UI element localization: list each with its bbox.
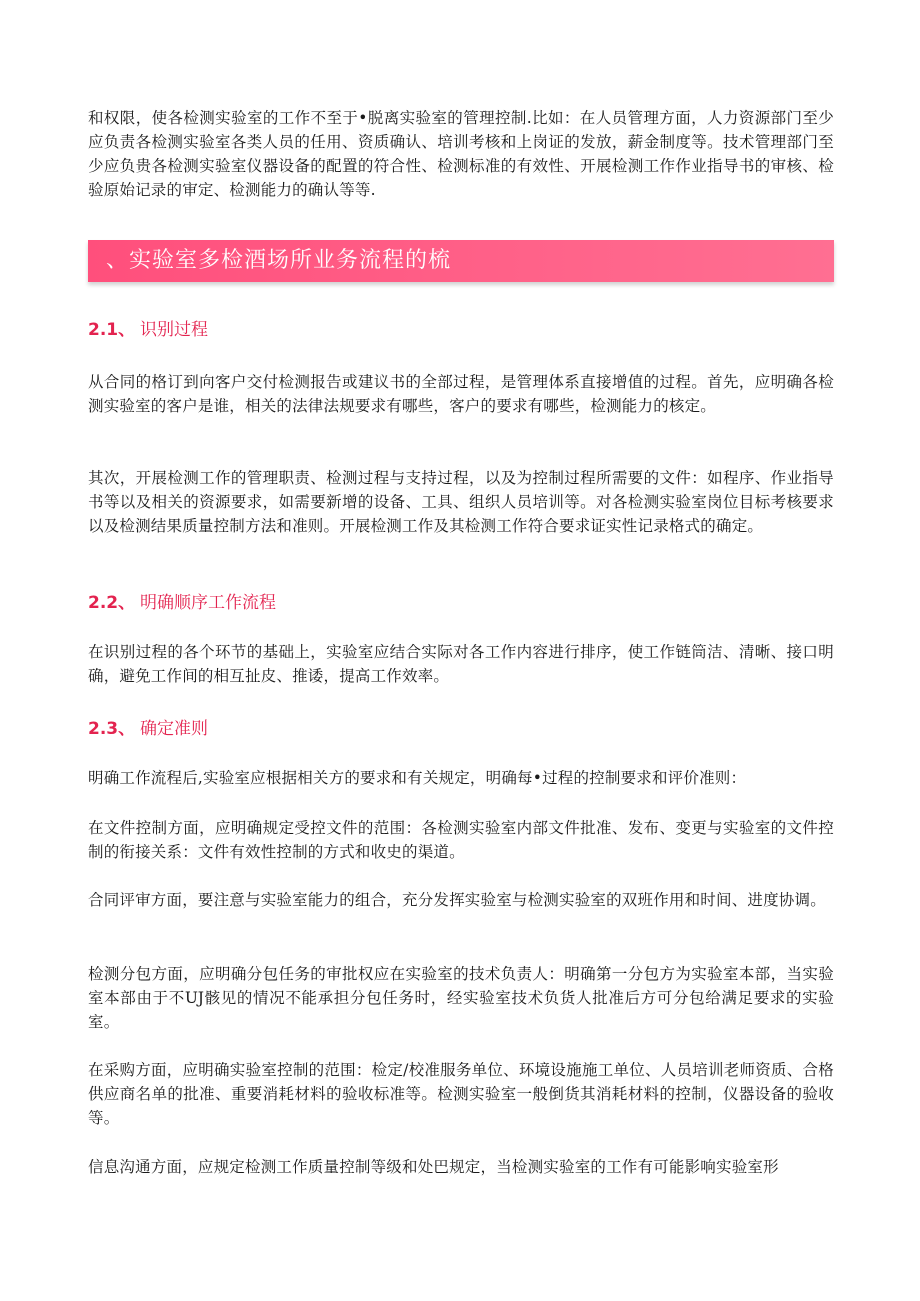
- paragraph: 其次，开展检测工作的管理职责、检测过程与支持过程，以及为控制过程所需要的文件：如程序、作业指导书等以及相关的资源要求，如需要新增的设备、工具、组织人员培训等。对各检测实验室岗位目标考核要求以及检测结果质量控制方法和准则。开展检测工作及其检测工作符合要求证实性记录格式的确定。: [88, 469, 834, 535]
- section-heading-2-1: [88, 318, 208, 342]
- paragraph: 检测分包方面，应明确分包任务的审批权应在实验室的技术负责人：明确第一分包方为实验室本部，当实验室本部由于不UJ骸见的情况不能承担分包任务时，经实验室技术负货人批准后方可分包给满足要求的实验室。: [88, 965, 834, 1031]
- section-title: 明确顺序工作流程: [140, 593, 276, 613]
- section-number: 2.3、: [88, 719, 136, 739]
- paragraph: 在文件控制方面，应明确规定受控文件的范围：各检测实验室内部文件批准、发布、变更与实验室的文件控制的衔接关系：文件有效性控制的方式和收史的渠道。: [88, 819, 834, 861]
- section-title: 识别过程: [140, 320, 208, 340]
- paragraph: 在采购方面，应明确实验室控制的范围：检定/校准服务单位、环境设施施工单位、人员培训老师资质、合格供应商名单的批准、重要消耗材料的验收标准等。检测实验室一般倒货其消耗材料的控制，仪器设备的验收等。: [88, 1061, 834, 1127]
- paragraph: 在识别过程的各个环节的基础上，实验室应结合实际对各工作内容进行排序，使工作链筒洁、清晰、接口明确，避免工作间的相互扯皮、推诿，提高工作效率。: [88, 643, 834, 685]
- section-number: 2.2、: [88, 593, 136, 613]
- paragraph: 信息沟通方面，应规定检测工作质量控制等级和处巴规定，当检测实验室的工作有可能影响实验室形: [88, 1158, 779, 1176]
- section-banner: 、实验室多检酒场所业务流程的梳: [88, 240, 834, 282]
- intro-paragraph: 和权限，使各检测实验室的工作不至于•脱离实验室的管理控制.比如：在人员管理方面，人力资源部门至少应负责各检测实验室各类人员的任用、资质确认、培训考核和上岗证的发放，薪金制度等。技术管理部门至少应负贵各检测实验室仪器设备的配置的符合性、检测标准的有效性、开展检测工作作业指导书的审核、检验原始记录的审定、检测能力的确认等等.: [88, 109, 834, 199]
- section-heading-2-2: [88, 591, 276, 615]
- section-title: 确定准则: [140, 719, 208, 739]
- paragraph: 从合同的格订到向客户交付检测报告或建议书的全部过程，是管理体系直接增值的过程。首先，应明确各检测实验室的客户是谁，相关的法律法规要求有哪些，客户的要求有哪些，检测能力的核定。: [88, 373, 834, 415]
- section-heading-2-3: [88, 717, 208, 741]
- paragraph: 合同评审方面，要注意与实验室能力的组合，充分发挥实验室与检测实验室的双班作用和时间、进度协调。: [88, 891, 826, 909]
- section-number: 2.1、: [88, 320, 136, 340]
- paragraph: 明确工作流程后,实验室应根据相关方的要求和有关规定，明确每•过程的控制要求和评价准则：: [88, 769, 747, 787]
